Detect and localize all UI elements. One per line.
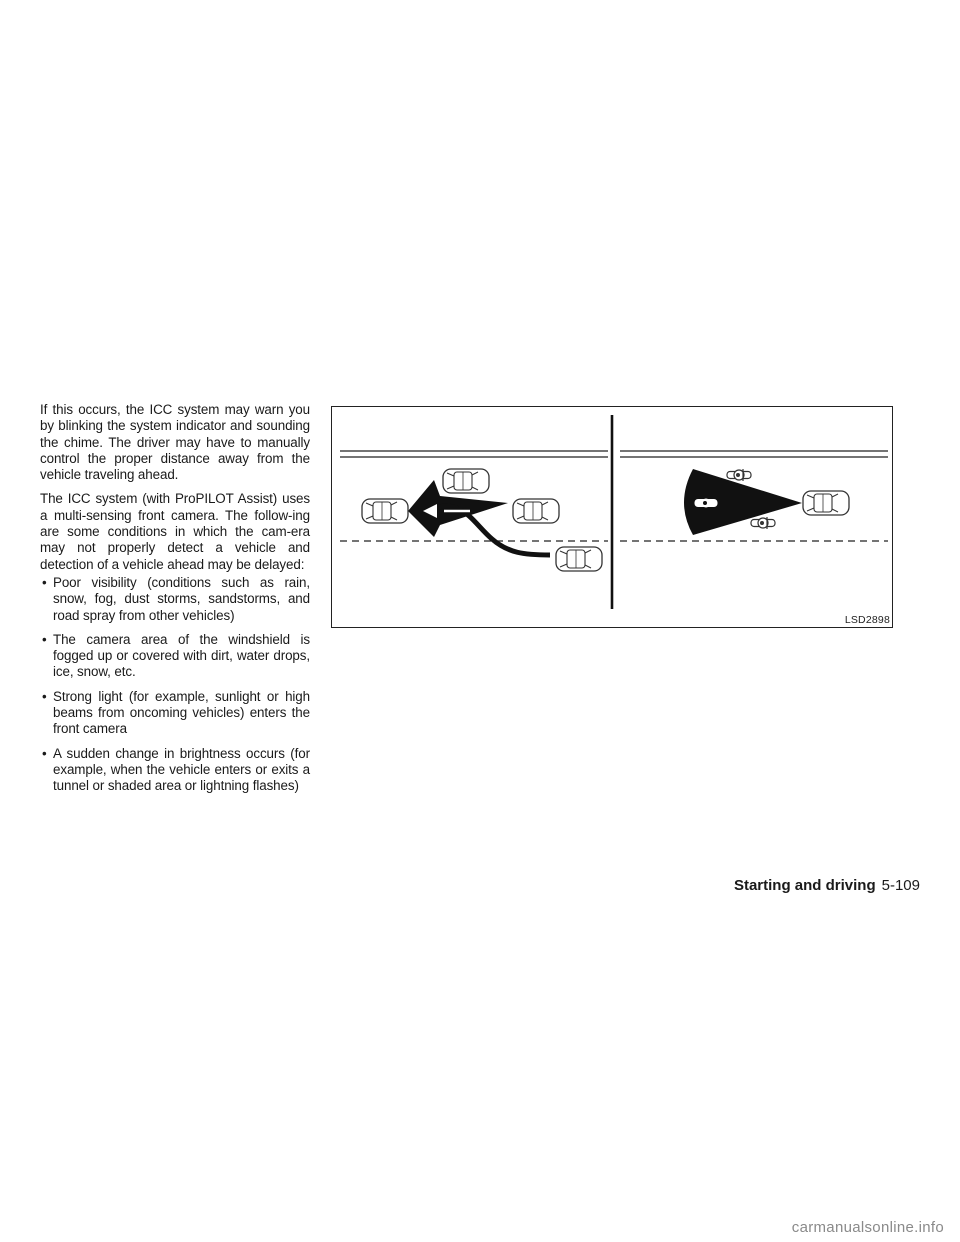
bullet-marker: • [42, 574, 47, 590]
vehicle-icon [443, 469, 489, 493]
list-item [40, 575, 310, 624]
paragraph-warning: If this occurs, the ICC system may warn you by blinking the system indicator and sounding the chime. The driver may have to manually control the proper distance away from the vehicle traveling ahead. [40, 402, 310, 483]
watermark: carmanualsonline.info [791, 1219, 944, 1236]
list-item-text: Poor visibility (conditions such as rain, snow, fog, dust storms, sandstorms, and road spray from other vehicles) [53, 574, 310, 623]
cutting-in-vehicle-icon [556, 547, 602, 571]
own-vehicle-icon [362, 499, 408, 523]
list-item-text: A sudden change in brightness occurs (for example, when the vehicle enters or exits a tunnel or shaded area or lightning flashes) [53, 745, 310, 794]
section-name: Starting and driving [733, 877, 876, 894]
camera-detection-illustration [331, 406, 893, 628]
vehicle-ahead-icon [513, 499, 559, 523]
illustration-drawing [332, 407, 894, 629]
bullet-marker: • [42, 631, 47, 647]
list-item [40, 689, 310, 738]
list-item-text: The camera area of the windshield is fogged up or covered with dirt, water drops, ice, snow, etc. [53, 631, 310, 680]
motorcycle-scene [620, 451, 888, 541]
body-text-column [40, 402, 310, 803]
list-item-text: Strong light (for example, sunlight or high beams from oncoming vehicles) enters the front camera [53, 688, 310, 737]
page-number: 5-109 [881, 877, 920, 894]
page-footer [734, 877, 920, 894]
figure-label: LSD2898 [844, 614, 890, 626]
bullet-marker: • [42, 688, 47, 704]
own-vehicle-icon [803, 491, 849, 515]
list-item [40, 632, 310, 681]
motorcycle-icon [727, 469, 751, 481]
conditions-list [40, 575, 310, 795]
list-item [40, 746, 310, 795]
lane-change-scene [340, 451, 608, 571]
bullet-marker: • [42, 745, 47, 761]
motorcycle-icon [751, 517, 775, 529]
paragraph-conditions-intro: The ICC system (with ProPILOT Assist) uses a multi-sensing front camera. The follow-ing are some conditions in which the cam-era may not properly detect a vehicle and detection of a vehicle ahead may be delayed: [40, 491, 310, 572]
